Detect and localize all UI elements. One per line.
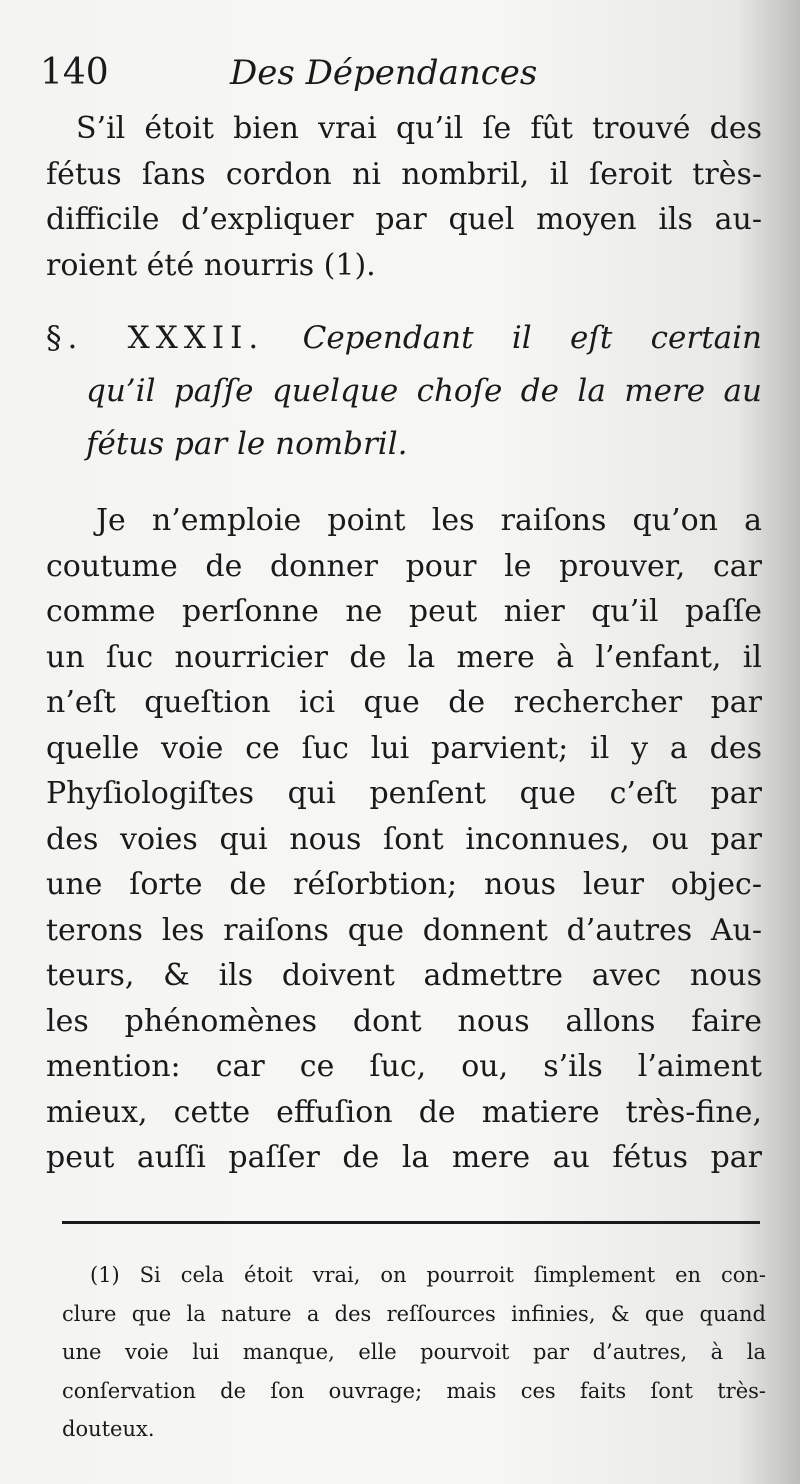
text-line: coutume de donner pour le prouver, car [46,548,762,584]
footnote-line: une voie lui manque, elle pourvoit par d’autres, à la [62,1340,766,1364]
section-title-line: fétus par le nombril. [86,426,408,462]
page-header [40,48,760,98]
text-line: S’il étoit bien vrai qu’il ſe fût trouvé des [76,111,762,146]
text-line: roient été nourris (1). [46,247,376,283]
text-line: une ſorte de réſorbtion; nous leur objec- [46,867,762,902]
text-line: mieux, cette effuſion de matiere très-fine, [46,1094,762,1130]
text-line: comme perſonne ne peut nier qu’il paſſe [46,594,762,629]
text-line: mention: car ce ſuc, ou, s’ils l’aiment [46,1049,762,1084]
paragraph-2 [46,498,762,1181]
text-line: Phyſiologiſtes qui penſent que c’eſt par [46,776,762,811]
footnote-line: clure que la nature a des reſſources infinies, & que quand [62,1301,766,1326]
text-line: des voies qui nous ſont inconnues, ou par [46,821,762,857]
text-line: fétus ſans cordon ni nombril, il ſeroit très- [46,156,762,192]
section-title-line: Cependant il eſt certain [302,320,763,356]
text-line: n’eſt queſtion ici que de rechercher par [46,685,762,720]
text-line: peut auſſi paſſer de la mere au fétus par [46,1140,762,1175]
footnote-line: conſervation de ſon ouvrage; mais ces faits ſont très- [62,1378,766,1403]
page-number: 140 [40,52,109,93]
text-line: les phénomènes dont nous allons faire [46,1003,762,1039]
running-title: Des Dépendances [230,53,538,93]
text-line: terons les raiſons que donnent d’autres Au- [46,912,762,948]
footnote-line: (1) Si cela étoit vrai, on pourroit ſimplement en con- [90,1263,766,1287]
text-line: un ſuc nourricier de la mere à l’enfant, il [46,639,762,675]
text-line: Je n’emploie point les raiſons qu’on a [96,503,762,538]
paragraph-1 [46,106,762,288]
section-heading [46,312,762,471]
text-line: difficile d’expliquer par quel moyen ils au- [46,202,762,237]
text-line: teurs, & ils doivent admettre avec nous [46,958,762,993]
footnote-line: douteux. [62,1417,155,1441]
text-line: quelle voie ce ſuc lui parvient; il y a des [46,730,762,766]
section-title-line: qu’il paſſe quelque choſe de la mere au [86,373,762,409]
section-number: §. XXXII. [46,320,265,356]
footnote-divider [62,1221,760,1224]
footnote [62,1256,766,1449]
